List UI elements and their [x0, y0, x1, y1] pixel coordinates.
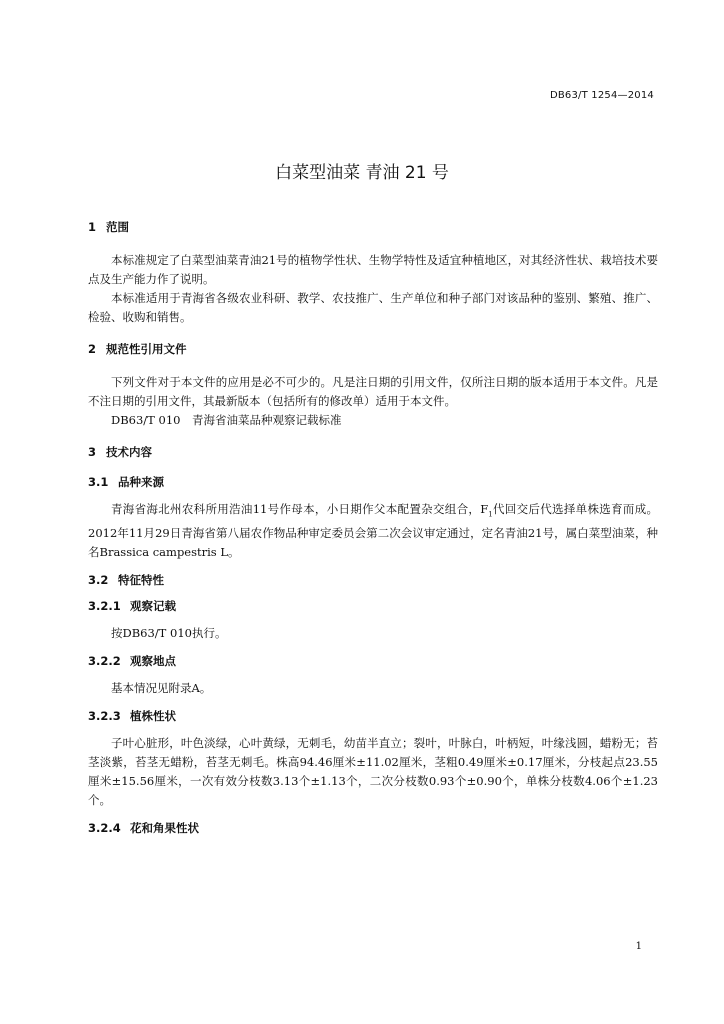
- document-title: 白菜型油菜 青油 21 号: [275, 163, 449, 183]
- standard-code: DB63/T 1254—2014: [549, 90, 654, 101]
- section-heading-3-1: 3.1 品种来源: [88, 475, 164, 489]
- section-heading-3-2-3: 3.2.3 植株性状: [88, 709, 176, 724]
- paragraph: 子叶心脏形，叶色淡绿，心叶黄绿，无刺毛，幼苗半直立；裂叶，叶脉白，叶柄短，叶缘浅圆，蜡粉无；苔茎淡紫，苔茎无蜡粉，苔茎无刺毛。株高94.46厘米±11.02厘米，茎粗0.49厘米±0.17厘米，分枝起点23.55厘米±15.56厘米，一次有效分枝数3.13个±1.13个，二次分枝数0.93个±0.90个，单株分枝数4.06个±1.23个。: [88, 736, 658, 808]
- paragraph: 青海省海北州农科所用浩油11号作母本，小日期作父本配置杂交组合，$F_1$代回交后代选择单株选育而成。2012年11月29日青海省第八届农作物品种审定委员会第二次会议审定通过，定名青油21号，属白菜型油菜，种名Brassica campestris L。: [88, 502, 659, 560]
- section-heading-3-2-2: 3.2.2 观察地点: [88, 654, 176, 669]
- paragraph: 本标准适用于青海省各级农业科研、教学、农技推广、生产单位和种子部门对该品种的鉴别、繁殖、推广、检验、收购和销售。: [88, 291, 658, 324]
- section-heading-2: 2 规范性引用文件: [88, 342, 187, 356]
- paragraph: 本标准规定了白菜型油菜青油21号的植物学性状、生物学特性及适宜种植地区，对其经济性状、栽培技术要点及生产能力作了说明。: [88, 253, 658, 286]
- page-number: 1: [635, 941, 642, 952]
- section-heading-3-2-1: 3.2.1 观察记载: [88, 599, 176, 614]
- section-heading-3-2-4: 3.2.4 花和角果性状: [88, 821, 199, 836]
- document-body: [88, 219, 658, 836]
- paragraph: 按DB63/T 010执行。: [111, 626, 227, 641]
- paragraph: 基本情况见附录A。: [111, 681, 212, 696]
- section-heading-1: 1 范围: [88, 220, 129, 234]
- section-heading-3: 3 技术内容: [88, 445, 152, 459]
- section-heading-3-2: 3.2 特征特性: [88, 573, 164, 588]
- normative-reference: DB63/T 010 青海省油菜品种观察记载标准: [111, 413, 342, 427]
- paragraph: 下列文件对于本文件的应用是必不可少的。凡是注日期的引用文件，仅所注日期的版本适用于本文件。凡是不注日期的引用文件，其最新版本（包括所有的修改单）适用于本文件。: [88, 375, 658, 408]
